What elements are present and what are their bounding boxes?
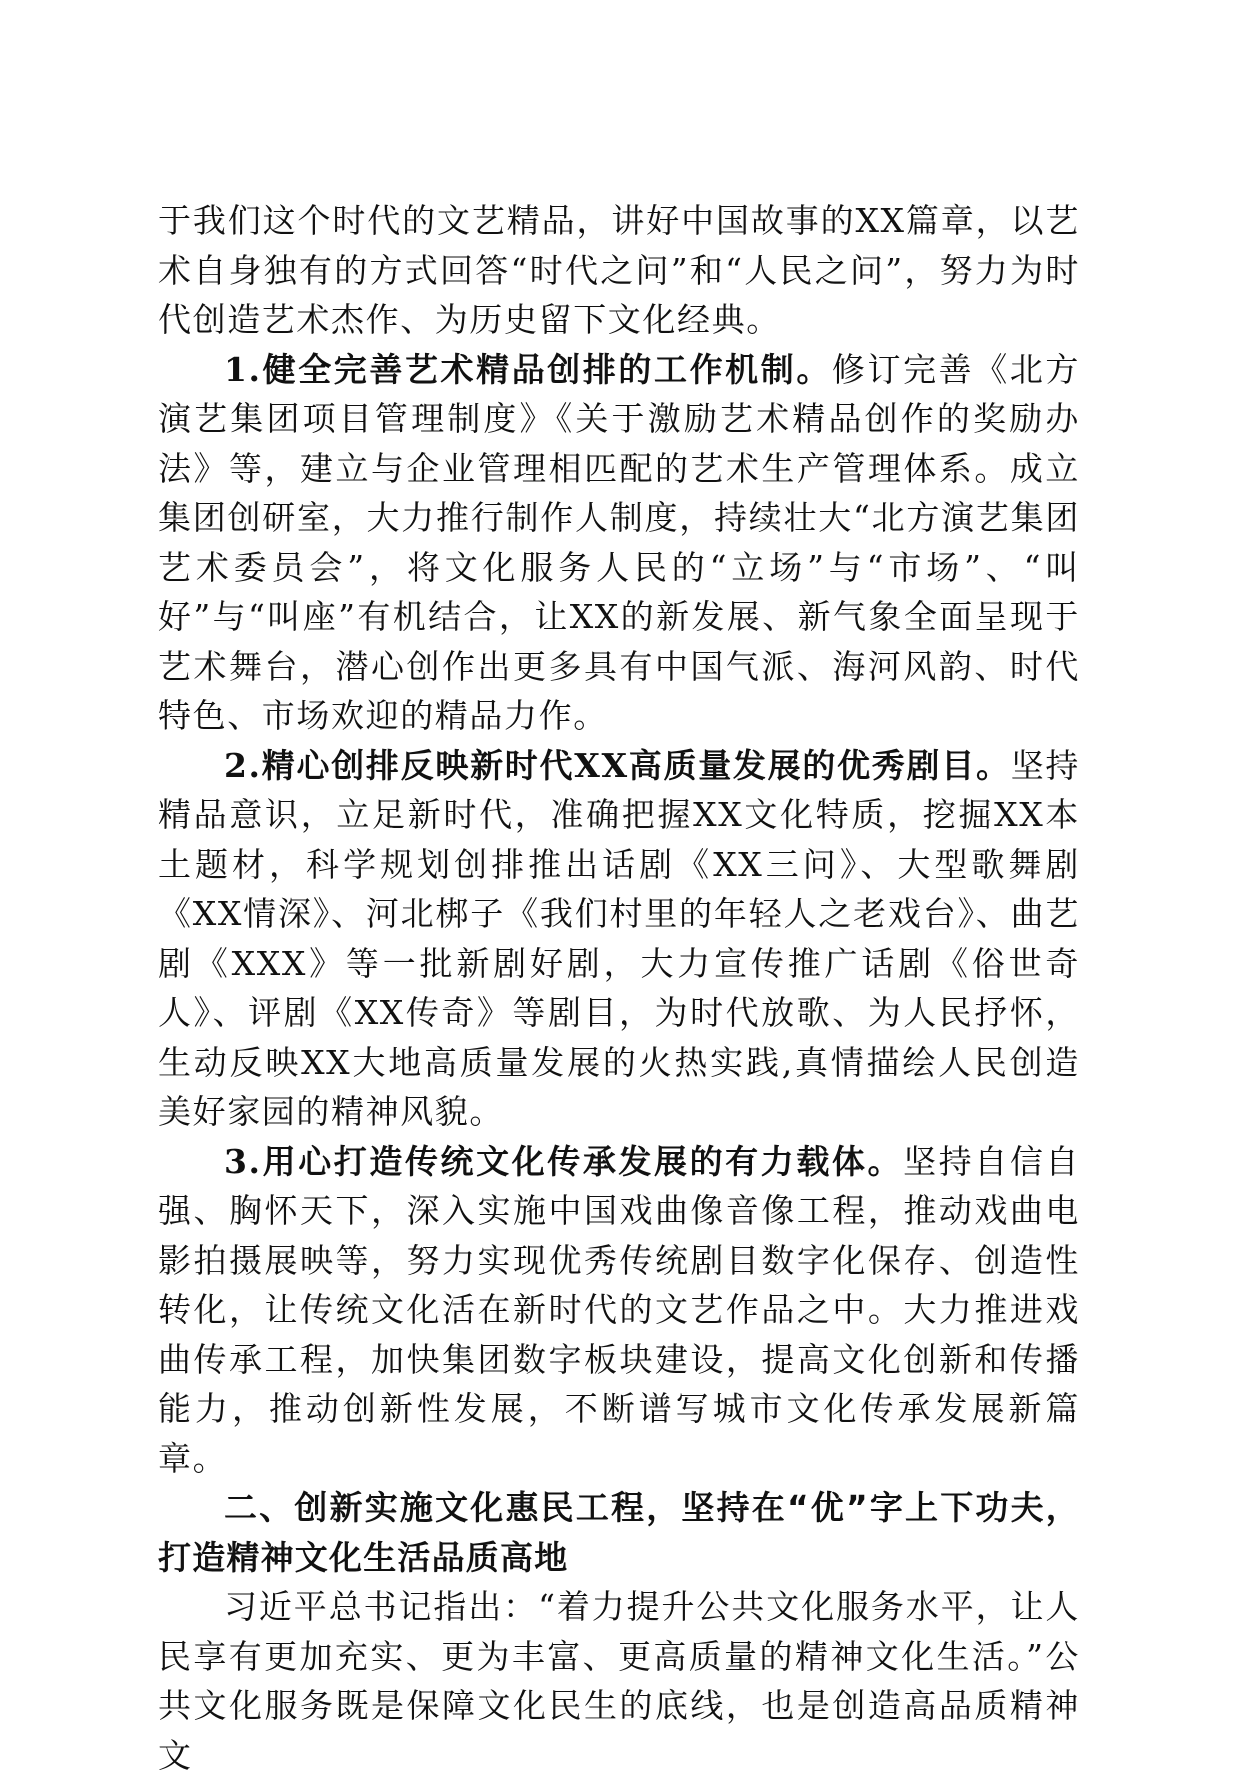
section-heading: 二、创新实施文化惠民工程，坚持在“优”字上下功夫，打造精神文化生活品质高地 bbox=[158, 1488, 1080, 1577]
section-2-lead: 2.精心创排反映新时代XX高质量发展的优秀剧目。 bbox=[224, 745, 1011, 785]
section-3-paragraph bbox=[158, 1137, 1080, 1484]
section-1-paragraph bbox=[158, 345, 1080, 741]
section-2-paragraph bbox=[158, 741, 1080, 1137]
paragraph-text: 于我们这个时代的文艺精品，讲好中国故事的XX篇章，以艺术自身独有的方式回答“时代之问”和“人民之问”，努力为时代创造艺术杰作、为历史留下文化经典。 bbox=[158, 201, 1080, 339]
intro-paragraph bbox=[158, 196, 1080, 345]
section-1-lead: 1.健全完善艺术精品创排的工作机制。 bbox=[224, 349, 832, 389]
paragraph-text: 修订完善《北方演艺集团项目管理制度》《关于激励艺术精品创作的奖励办法》等，建立与企业管理相匹配的艺术生产管理体系。成立集团创研室，大力推行制作人制度，持续壮大“北方演艺集团艺术委员会”，将文化服务人民的“立场”与“市场”、“叫好”与“叫座”有机结合，让XX的新发展、新气象全面呈现于艺术舞台，潜心创作出更多具有中国气派、海河风韵、时代特色、市场欢迎的精品力作。 bbox=[158, 349, 1081, 735]
paragraph-text: 坚持自信自强、胸怀天下，深入实施中国戏曲像音像工程，推动戏曲电影拍摄展映等，努力实现优秀传统剧目数字化保存、创造性转化，让传统文化活在新时代的文艺作品之中。大力推进戏曲传承工程，加快集团数字板块建设，提高文化创新和传播能力，推动创新性发展，不断谱写城市文化传承发展新篇章。 bbox=[158, 1141, 1080, 1478]
closing-paragraph: 习近平总书记指出：“着力提升公共文化服务水平，让人民享有更加充实、更为丰富、更高质量的精神文化生活。”公共文化服务既是保障文化民生的底线，也是创造高品质精神文 bbox=[158, 1587, 1080, 1775]
paragraph-text: 坚持精品意识，立足新时代，准确把握XX文化特质，挖掘XX本土题材，科学规划创排推出话剧《XX三问》、大型歌舞剧《XX情深》、河北梆子《我们村里的年轻人之老戏台》、曲艺剧《XXX》等一批新剧好剧，大力宣传推广话剧《俗世奇人》、评剧《XX传奇》等剧目，为时代放歌、为人民抒怀，生动反映XX大地高质量发展的火热实践,真情描绘人民创造美好家园的精神风貌。 bbox=[158, 745, 1081, 1131]
section-3-lead: 3.用心打造传统文化传承发展的有力载体。 bbox=[224, 1141, 904, 1181]
